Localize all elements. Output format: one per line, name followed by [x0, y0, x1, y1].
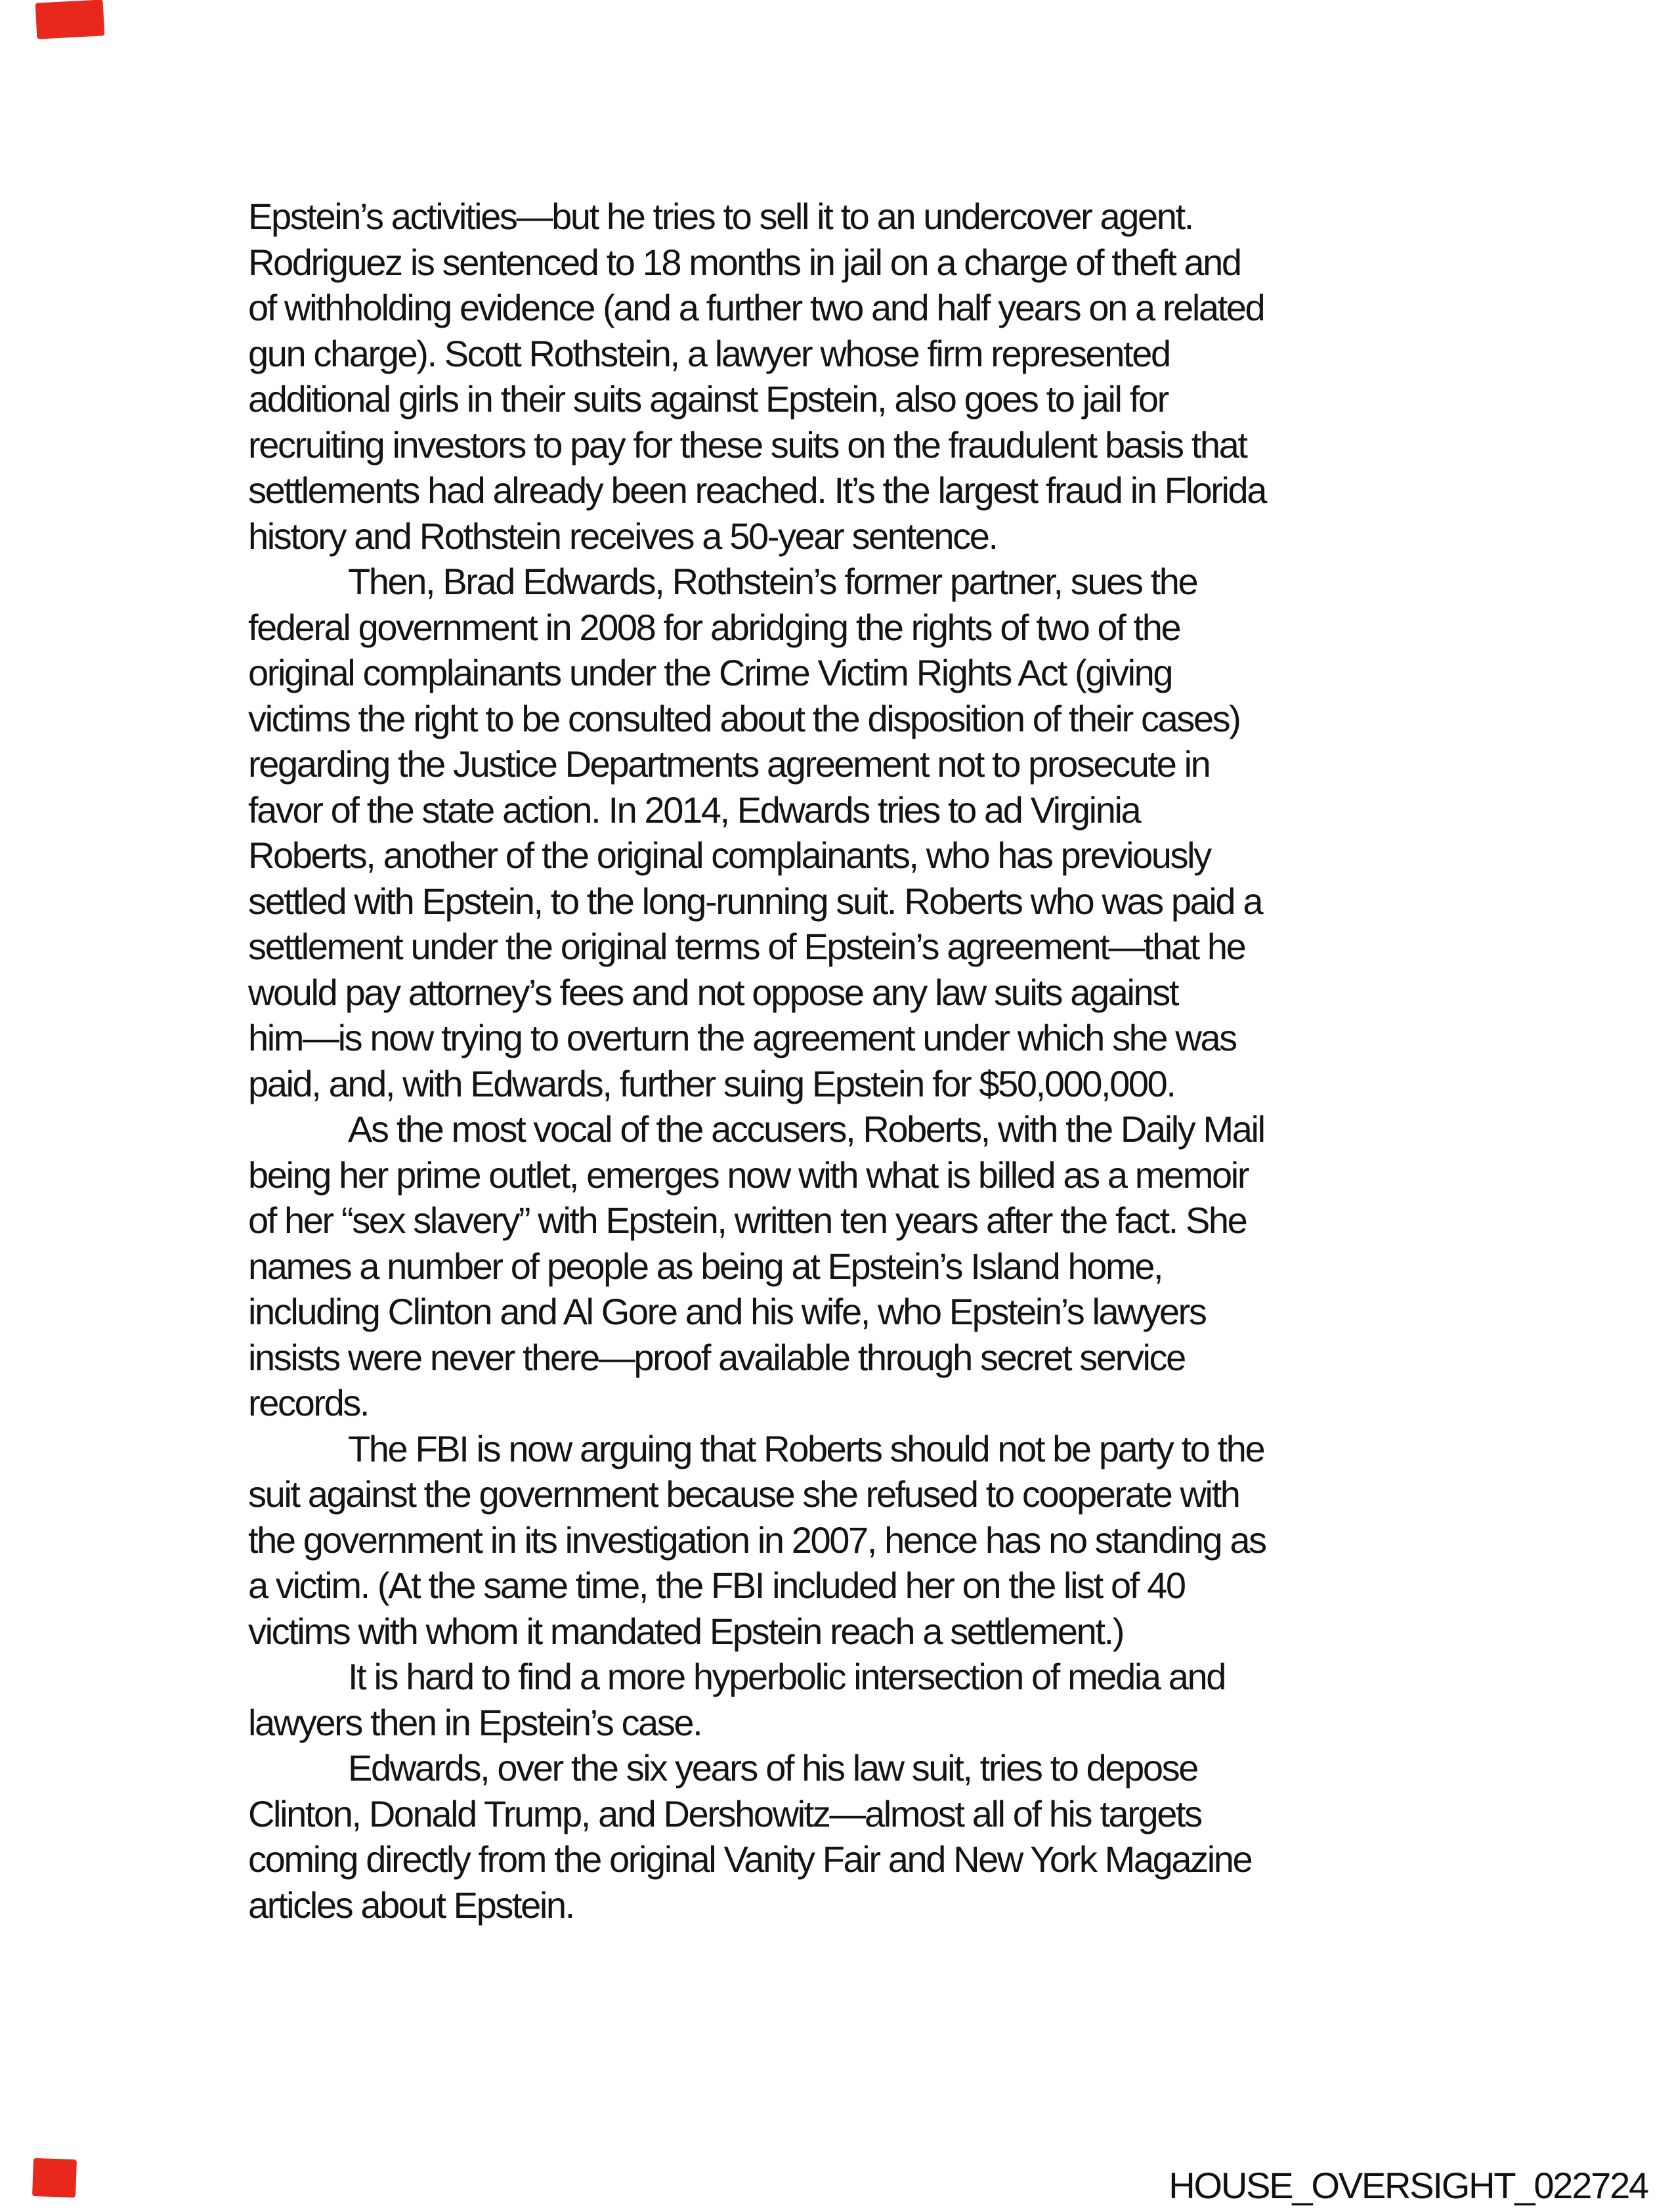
- text-line: Then, Brad Edwards, Rothstein’s former partner, sues the: [348, 561, 1197, 602]
- text-line: Epstein’s activities—but he tries to sell it to an undercover agent.: [248, 196, 1193, 237]
- text-line: would pay attorney’s fees and not oppose any law suits against: [248, 971, 1178, 1013]
- red-scan-mark-top-left: [35, 0, 105, 39]
- paragraph: [248, 1654, 1449, 1745]
- text-line: victims with whom it mandated Epstein reach a settlement.): [248, 1610, 1123, 1652]
- paragraph: [248, 1106, 1449, 1426]
- paragraph: [248, 559, 1449, 1106]
- paragraph: [248, 1426, 1449, 1655]
- text-line: history and Rothstein receives a 50-year sentence.: [248, 515, 997, 557]
- text-line: recruiting investors to pay for these suits on the fraudulent basis that: [248, 423, 1247, 466]
- text-line: the government in its investigation in 2007, hence has no standing as: [248, 1519, 1266, 1561]
- text-line: including Clinton and Al Gore and his wife, who Epstein’s lawyers: [248, 1291, 1206, 1332]
- text-line: It is hard to find a more hyperbolic intersection of media and: [348, 1656, 1225, 1697]
- text-line: of her “sex slavery” with Epstein, written ten years after the fact. She: [248, 1200, 1247, 1241]
- text-line: Edwards, over the six years of his law suit, tries to depose: [348, 1747, 1197, 1789]
- text-line: being her prime outlet, emerges now with what is billed as a memoir: [248, 1154, 1249, 1196]
- text-line: him—is now trying to overturn the agreement under which she was: [248, 1017, 1236, 1058]
- text-line: lawyers then in Epstein’s case.: [248, 1701, 702, 1743]
- text-line: regarding the Justice Departments agreement not to prosecute in: [248, 743, 1210, 785]
- red-scan-mark-bottom-left: [32, 2158, 77, 2198]
- bates-stamp: HOUSE_OVERSIGHT_022724: [1169, 2165, 1648, 2206]
- text-line: names a number of people as being at Epstein’s Island home,: [248, 1245, 1163, 1287]
- text-line: records.: [248, 1382, 369, 1423]
- text-line: original complainants under the Crime Victim Rights Act (giving: [248, 652, 1172, 693]
- text-line: a victim. (At the same time, the FBI included her on the list of 40: [248, 1565, 1185, 1606]
- text-line: Clinton, Donald Trump, and Dershowitz—almost all of his targets: [248, 1792, 1201, 1834]
- paragraph: [248, 194, 1449, 559]
- text-line: Rodriguez is sentenced to 18 months in jail on a charge of theft and: [248, 241, 1241, 283]
- text-line: settled with Epstein, to the long-running suit. Roberts who was paid a: [248, 880, 1262, 922]
- text-line: additional girls in their suits against Epstein, also goes to jail for: [248, 378, 1168, 420]
- text-line: favor of the state action. In 2014, Edwards tries to ad Virginia: [248, 789, 1140, 831]
- text-line: The FBI is now arguing that Roberts should not be party to the: [348, 1427, 1264, 1469]
- text-line: gun charge). Scott Rothstein, a lawyer whose firm represented: [248, 332, 1170, 374]
- text-line: settlement under the original terms of Epstein’s agreement—that he: [248, 926, 1245, 967]
- document-text: [248, 194, 1449, 1928]
- paragraph: [248, 1745, 1449, 1928]
- text-line: Roberts, another of the original complainants, who has previously: [248, 835, 1211, 876]
- text-line: federal government in 2008 for abridging the rights of two of the: [248, 606, 1180, 648]
- text-line: insists were never there—proof available through secret service: [248, 1336, 1185, 1378]
- text-line: suit against the government because she refused to cooperate with: [248, 1473, 1239, 1515]
- text-line: coming directly from the original Vanity Fair and New York Magazine: [248, 1838, 1252, 1880]
- text-line: articles about Epstein.: [248, 1884, 574, 1926]
- text-line: of withholding evidence (and a further two and half years on a related: [248, 287, 1264, 328]
- text-line: victims the right to be consulted about the disposition of their cases): [248, 697, 1240, 739]
- text-line: paid, and, with Edwards, further suing Epstein for $50,000,000.: [248, 1062, 1175, 1104]
- text-line: settlements had already been reached. It’s the largest fraud in Florida: [248, 469, 1266, 511]
- text-line: As the most vocal of the accusers, Roberts, with the Daily Mail: [348, 1108, 1264, 1150]
